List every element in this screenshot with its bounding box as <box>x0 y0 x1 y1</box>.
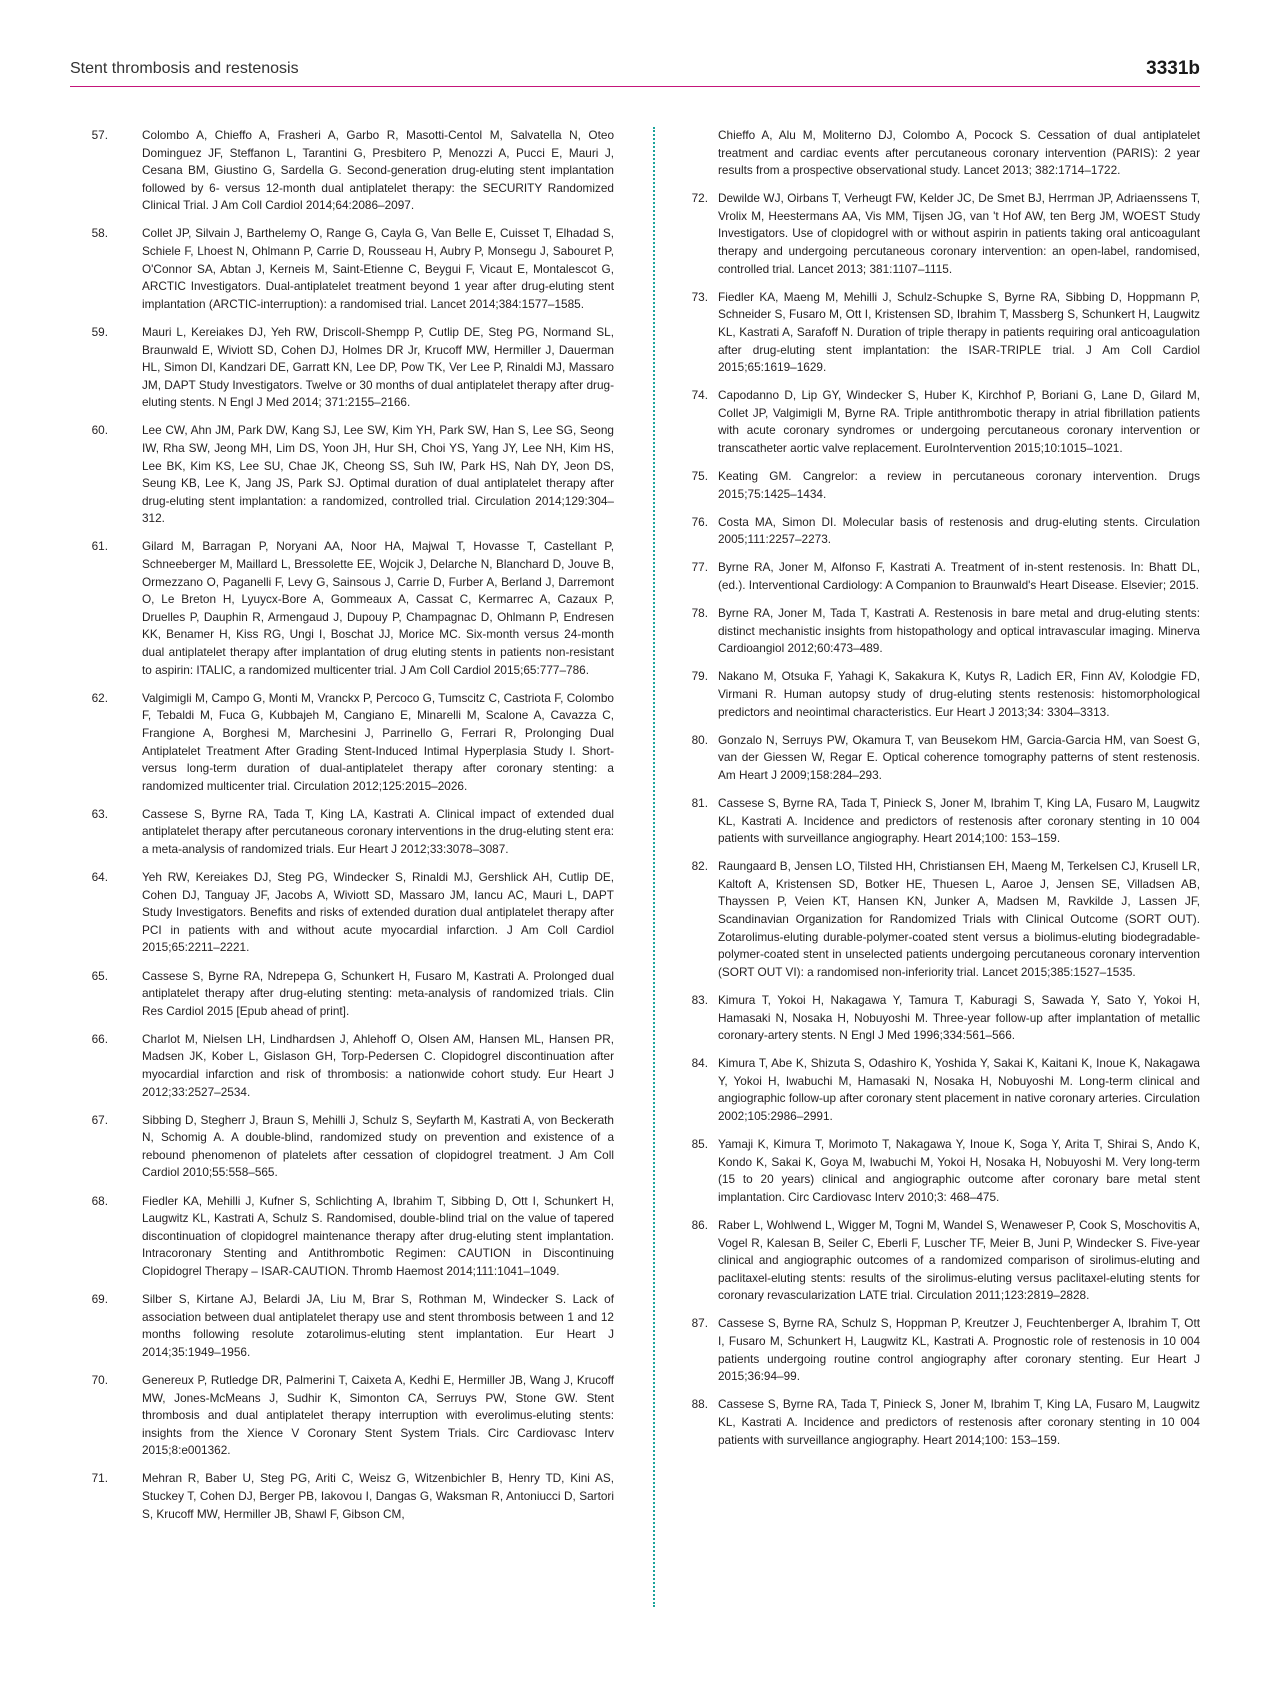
left-column-references <box>91 127 614 1534</box>
reference-item <box>91 806 614 859</box>
reference-number: 77. <box>691 560 708 575</box>
reference-item <box>91 1193 614 1281</box>
reference-item <box>680 732 1200 785</box>
reference-item <box>91 538 614 679</box>
reference-number: 64. <box>91 870 108 885</box>
reference-text: Fiedler KA, Mehilli J, Kufner S, Schlichting A, Ibrahim T, Sibbing D, Ott I, Schunkert H, Laugwitz KL, Kastrati A, Schulz S. Randomised, double-blind trial on the value of tapered discontinuation of clopidogrel maintenance therapy after drug-eluting stent implantation. Intracoronary Stenting and Antithrombotic Regimen: CAUTION in Discontinuing Clopidogrel Therapy – ISAR-CAUTION. Thromb Haemost 2014;111:1041–1049. <box>142 1193 614 1278</box>
reference-text: Yeh RW, Kereiakes DJ, Steg PG, Windecker S, Rinaldi MJ, Gershlick AH, Cutlip DE, Cohen DJ, Tanguay JF, Jacobs A, Wiviott SD, Massaro JM, Iancu AC, Mauri L, DAPT Study Investigators. Benefits and risks of extended duration dual antiplatelet therapy after PCI in patients with and without acute myocardial infarction. J Am Coll Cardiol 2015;65:2211–2221. <box>142 870 614 955</box>
reference-item <box>680 795 1200 848</box>
reference-text: Nakano M, Otsuka F, Yahagi K, Sakakura K, Kutys R, Ladich ER, Finn AV, Kolodgie FD, Virmani R. Human autopsy study of drug-eluting stents restenosis: histomorphological predictors and neointimal characteristics. Eur Heart J 2013;34: 3304–3313. <box>718 669 1200 719</box>
reference-item <box>91 1470 614 1523</box>
reference-item <box>680 127 1200 180</box>
reference-number: 70. <box>91 1372 108 1387</box>
reference-item <box>91 1112 614 1182</box>
reference-item <box>91 1031 614 1101</box>
column-divider <box>653 127 655 1607</box>
reference-number: 69. <box>91 1292 108 1307</box>
reference-number: 75. <box>691 469 708 484</box>
reference-text: Charlot M, Nielsen LH, Lindhardsen J, Ahlehoff O, Olsen AM, Hansen ML, Hansen PR, Madsen JK, Kober L, Gislason GH, Torp-Pedersen C. Clopidogrel discontinuation after myocardial infarction and risk of thrombosis: a nationwide cohort study. Eur Heart J 2012;33:2527–2534. <box>142 1031 614 1099</box>
reference-item <box>91 422 614 528</box>
reference-number: 63. <box>91 806 108 821</box>
reference-text: Silber S, Kirtane AJ, Belardi JA, Liu M, Brar S, Rothman M, Windecker S. Lack of association between dual antiplatelet therapy use and stent thrombosis between 1 and 12 months following resolute zotarolimus-eluting stent implantation. Eur Heart J 2014;35:1949–1956. <box>142 1292 614 1359</box>
reference-item <box>680 387 1200 457</box>
reference-number: 79. <box>691 669 708 684</box>
reference-text: Gonzalo N, Serruys PW, Okamura T, van Beusekom HM, Garcia-Garcia HM, van Soest G, van der Giessen W, Regar E. Optical coherence tomography patterns of stent restenosis. Am Heart J 2009;158:284–293. <box>718 732 1200 782</box>
reference-item <box>680 1055 1200 1125</box>
reference-text: Lee CW, Ahn JM, Park DW, Kang SJ, Lee SW, Kim YH, Park SW, Han S, Lee SG, Seong IW, Rha SW, Jeong MH, Lim DS, Yoon JH, Hur SH, Choi YS, Yang JY, Lee NH, Kim HS, Lee BK, Kim KS, Lee SU, Chae JK, Cheong SS, Suh IW, Park HS, Nah DY, Jeon DS, Seung KB, Lee K, Jang JS, Park SJ. Optimal duration of dual antiplatelet therapy after drug-eluting stent implantation: a randomized, controlled trial. Circulation 2014;129:304–312. <box>142 423 614 526</box>
reference-text: Yamaji K, Kimura T, Morimoto T, Nakagawa Y, Inoue K, Soga Y, Arita T, Shirai S, Ando K, Kondo K, Sakai K, Goya M, Iwabuchi M, Yokoi H, Nosaka H, Nobuyoshi M. Very long-term (15 to 20 years) clinical and angiographic outcome after coronary bare metal stent implantation. Circ Cardiovasc Interv 2010;3: 468–475. <box>718 1137 1200 1204</box>
reference-item <box>680 1396 1200 1449</box>
reference-text: Kimura T, Yokoi H, Nakagawa Y, Tamura T, Kaburagi S, Sawada Y, Sato Y, Yokoi H, Hamasaki N, Nosaka H, Nobuyoshi M. Three-year follow-up after implantation of metallic coronary-artery stents. N Engl J Med 1996;334:561–566. <box>718 992 1200 1043</box>
reference-text: Raungaard B, Jensen LO, Tilsted HH, Christiansen EH, Maeng M, Terkelsen CJ, Krusell LR, Kaltoft A, Kristensen SD, Botker HE, Thuesen L, Aaroe J, Jensen SE, Villadsen AB, Thayssen P, Veien KT, Hansen KN, Junker A, Madsen M, Ravkilde J, Lassen JF, Scandinavian Organization for Randomized Trials with Clinical Outcome (SORT OUT). Zotarolimus-eluting durable-polymer-coated stent versus a biolimus-eluting biodegradable-polymer-coated stent in unselected patients undergoing percutaneous coronary intervention (SORT OUT VI): a randomised non-inferiority trial. Lancet 2015;385:1527–1535. <box>718 859 1200 979</box>
reference-item <box>91 127 614 215</box>
reference-number: 66. <box>91 1031 108 1046</box>
reference-text: Costa MA, Simon DI. Molecular basis of restenosis and drug-eluting stents. Circulation 2005;111:2257–2273. <box>718 514 1200 547</box>
reference-item <box>91 225 614 313</box>
reference-text: Byrne RA, Joner M, Tada T, Kastrati A. Restenosis in bare metal and drug-eluting stents: distinct mechanistic insights from histopathology and optical intravascular imaging. Minerva Cardioangiol 2012;60:473–489. <box>718 606 1200 656</box>
reference-number: 57. <box>91 128 108 142</box>
reference-item <box>680 190 1200 278</box>
right-column-references <box>680 127 1200 1460</box>
reference-text: Cassese S, Byrne RA, Tada T, Pinieck S, Joner M, Ibrahim T, King LA, Fusaro M, Laugwitz KL, Kastrati A. Incidence and predictors of restenosis after coronary stenting in 10 004 patients with surveillance angiography. Heart 2014;100: 153–159. <box>718 796 1200 846</box>
reference-text: Raber L, Wohlwend L, Wigger M, Togni M, Wandel S, Wenaweser P, Cook S, Moschovitis A, Vogel R, Kalesan B, Seiler C, Eberli F, Luscher TF, Meier B, Juni P, Windecker S. Five-year clinical and angiographic outcomes of a randomized comparison of sirolimus-eluting and paclitaxel-eluting stents: results of the sirolimus-eluting versus paclitaxel-eluting stents for coronary revascularization LATE trial. Circulation 2011;123:2819–2828. <box>718 1217 1200 1303</box>
reference-number: 86. <box>691 1217 708 1232</box>
reference-number: 58. <box>91 226 108 241</box>
reference-item <box>91 1291 614 1361</box>
reference-text: Kimura T, Abe K, Shizuta S, Odashiro K, Yoshida Y, Sakai K, Kaitani K, Inoue K, Nakagawa Y, Yokoi H, Iwabuchi M, Hamasaki N, Nosaka H, Nobuyoshi M. Long-term clinical and angiographic follow-up after coronary stent placement in native coronary arteries. Circulation 2002;105:2986–2991. <box>718 1056 1200 1123</box>
reference-item <box>680 514 1200 549</box>
reference-text: Byrne RA, Joner M, Alfonso F, Kastrati A. Treatment of in-stent restenosis. In: Bhatt DL, (ed.). Interventional Cardiology: A Companion to Braunwald's Heart Disease. Elsevier; 2015. <box>718 560 1200 593</box>
reference-text: Cassese S, Byrne RA, Ndrepepa G, Schunkert H, Fusaro M, Kastrati A. Prolonged dual antiplatelet therapy after drug-eluting stenting: meta-analysis of randomized trials. Clin Res Cardiol 2015 [Epub ahead of print]. <box>142 968 614 1018</box>
running-head: Stent thrombosis and restenosis <box>70 60 299 77</box>
reference-number: 61. <box>91 539 108 554</box>
reference-number: 72. <box>691 191 708 206</box>
reference-text: Keating GM. Cangrelor: a review in percutaneous coronary intervention. Drugs 2015;75:1425–1434. <box>718 469 1200 501</box>
reference-number: 65. <box>91 968 108 983</box>
reference-text: Cassese S, Byrne RA, Tada T, Pinieck S, Joner M, Ibrahim T, King LA, Fusaro M, Laugwitz KL, Kastrati A. Incidence and predictors of restenosis after coronary stenting in 10 004 patients with surveillance angiography. Heart 2014;100: 153–159. <box>718 1397 1200 1447</box>
reference-text: Dewilde WJ, Oirbans T, Verheugt FW, Kelder JC, De Smet BJ, Herrman JP, Adriaenssens T, Vrolix M, Heestermans AA, Vis MM, Tijsen JG, van 't Hof AW, ten Berg JM, WOEST Study Investigators. Use of clopidogrel with or without aspirin in patients taking oral anticoagulant therapy and undergoing percutaneous coronary intervention: an open-label, randomised, controlled trial. Lancet 2013; 381:1107–1115. <box>718 191 1200 276</box>
page-number: 3331b <box>1146 58 1200 79</box>
reference-number: 59. <box>91 324 108 339</box>
reference-item <box>680 559 1200 594</box>
reference-number: 67. <box>91 1112 108 1127</box>
reference-number: 62. <box>91 690 108 705</box>
reference-text: Genereux P, Rutledge DR, Palmerini T, Caixeta A, Kedhi E, Hermiller JB, Wang J, Krucoff MW, Jones-McMeans J, Sudhir K, Simonton CA, Serruys PW, Stone GW. Stent thrombosis and dual antiplatelet therapy interruption with everolimus-eluting stents: insights from the Xience V Coronary Stent System Trials. Circ Cardiovasc Interv 2015;8:e001362. <box>142 1372 614 1458</box>
reference-item <box>680 992 1200 1045</box>
reference-number: 80. <box>691 732 708 747</box>
reference-number: 68. <box>91 1193 108 1208</box>
reference-item <box>680 1136 1200 1206</box>
reference-number: 74. <box>691 388 708 403</box>
reference-item <box>91 968 614 1021</box>
reference-text: Cassese S, Byrne RA, Schulz S, Hoppman P, Kreutzer J, Feuchtenberger A, Ibrahim T, Ott I, Fusaro M, Schunkert H, Laugwitz KL, Kastrati A. Prognostic role of restenosis in 10 004 patients undergoing routine control angiography after coronary stenting. Eur Heart J 2015;36:94–99. <box>718 1316 1200 1384</box>
reference-item <box>91 869 614 957</box>
reference-item <box>91 1372 614 1460</box>
reference-item <box>680 668 1200 721</box>
reference-text: Valgimigli M, Campo G, Monti M, Vranckx P, Percoco G, Tumscitz C, Castriota F, Colombo F, Tebaldi M, Fuca G, Kubbajeh M, Cangiano E, Minarelli M, Scalone A, Cavazza C, Frangione A, Borghesi M, Marchesini J, Parrinello G, Ferrari R, Prolonging Dual Antiplatelet Treatment After Grading Stent-Induced Intimal Hyperplasia Study I. Short- versus long-term duration of dual-antiplatelet therapy after coronary stenting: a randomized multicenter trial. Circulation 2012;125:2015–2026. <box>142 690 614 793</box>
reference-number: 78. <box>691 606 708 621</box>
reference-item <box>680 1315 1200 1385</box>
reference-text: Mauri L, Kereiakes DJ, Yeh RW, Driscoll-Shempp P, Cutlip DE, Steg PG, Normand SL, Braunwald E, Wiviott SD, Cohen DJ, Holmes DR Jr, Krucoff MW, Hermiller J, Dauerman HL, Simon DI, Kandzari DE, Garratt KN, Lee DP, Pow TK, Ver Lee P, Rinaldi MJ, Massaro JM, DAPT Study Investigators. Twelve or 30 months of dual antiplatelet therapy after drug-eluting stents. N Engl J Med 2014; 371:2155–2166. <box>142 324 614 410</box>
reference-number: 88. <box>691 1397 708 1412</box>
reference-text: Fiedler KA, Maeng M, Mehilli J, Schulz-Schupke S, Byrne RA, Sibbing D, Hoppmann P, Schneider S, Fusaro M, Ott I, Kristensen SD, Ibrahim T, Massberg S, Schunkert H, Laugwitz KL, Kastrati A, Sarafoff N. Duration of triple therapy in patients requiring oral anticoagulation after drug-eluting stent implantation: the ISAR-TRIPLE trial. J Am Coll Cardiol 2015;65:1619–1629. <box>718 289 1200 375</box>
reference-item <box>680 468 1200 503</box>
reference-number: 60. <box>91 423 108 438</box>
reference-number: 87. <box>691 1316 708 1331</box>
reference-number: 83. <box>691 992 708 1007</box>
page-header <box>70 54 1200 84</box>
reference-text: Sibbing D, Stegherr J, Braun S, Mehilli J, Schulz S, Seyfarth M, Kastrati A, von Beckerath N, Schomig A. A double-blind, randomized study on prevention and existence of a rebound phenomenon of platelets after cessation of clopidogrel treatment. J Am Coll Cardiol 2010;55:558–565. <box>142 1112 614 1180</box>
reference-item <box>680 858 1200 981</box>
reference-item <box>680 1217 1200 1305</box>
reference-item <box>680 605 1200 658</box>
reference-text: Cassese S, Byrne RA, Tada T, King LA, Kastrati A. Clinical impact of extended dual antiplatelet therapy after percutaneous coronary interventions in the drug-eluting stent era: a meta-analysis of randomized trials. Eur Heart J 2012;33:3078–3087. <box>142 806 614 856</box>
header-rule <box>70 86 1200 87</box>
reference-number: 84. <box>691 1056 708 1071</box>
reference-number: 82. <box>691 859 708 874</box>
reference-text: Mehran R, Baber U, Steg PG, Ariti C, Weisz G, Witzenbichler B, Henry TD, Kini AS, Stuckey T, Cohen DJ, Berger PB, Iakovou I, Dangas G, Waksman R, Antoniucci D, Sartori S, Krucoff MW, Hermiller JB, Shawl F, Gibson CM, <box>142 1471 614 1521</box>
reference-number: 73. <box>691 289 708 304</box>
reference-number: 71. <box>91 1471 108 1486</box>
reference-text: Colombo A, Chieffo A, Frasheri A, Garbo R, Masotti-Centol M, Salvatella N, Oteo Dominguez JF, Steffanon L, Tarantini G, Presbitero P, Menozzi A, Pucci E, Mauri J, Cesana BM, Giustino G, Sardella G. Second-generation drug-eluting stent implantation followed by 6- versus 12-month dual antiplatelet therapy: the SECURITY Randomized Clinical Trial. J Am Coll Cardiol 2014;64:2086–2097. <box>142 128 614 213</box>
reference-number: 85. <box>691 1137 708 1152</box>
reference-item <box>680 289 1200 377</box>
reference-text: Collet JP, Silvain J, Barthelemy O, Range G, Cayla G, Van Belle E, Cuisset T, Elhadad S, Schiele F, Lhoest N, Ohlmann P, Carrie D, Rousseau H, Aubry P, Monsegu J, Sabouret P, O'Connor SA, Abtan J, Kerneis M, Saint-Etienne C, Beygui F, Vicaut E, Montalescot G, ARCTIC Investigators. Dual-antiplatelet treatment beyond 1 year after drug-eluting stent implantation (ARCTIC-interruption): a randomised trial. Lancet 2014;384:1577–1585. <box>142 226 614 311</box>
reference-text: Chieffo A, Alu M, Moliterno DJ, Colombo A, Pocock S. Cessation of dual antiplatelet treatment and cardiac events after percutaneous coronary intervention (PARIS): 2 year results from a prospective observational study. Lancet 2013; 382:1714–1722. <box>718 128 1200 178</box>
reference-text: Gilard M, Barragan P, Noryani AA, Noor HA, Majwal T, Hovasse T, Castellant P, Schneeberger M, Maillard L, Bressolette EE, Wojcik J, Delarche N, Blanchard D, Jouve B, Ormezzano O, Paganelli F, Levy G, Sainsous J, Carrie D, Furber A, Berland J, Darremont O, Le Breton H, Lyuycx-Bore A, Gommeaux A, Cassat C, Kermarrec A, Cazaux P, Druelles P, Dauphin R, Armengaud J, Dupouy P, Champagnac D, Ohlmann P, Endresen KK, Benamer H, Kiss RG, Ungi I, Boschat JJ, Morice MC. Six-month versus 24-month dual antiplatelet therapy after implantation of drug eluting stents in patients non-resistant to aspirin: ITALIC, a randomized multicenter trial. J Am Coll Cardiol 2015;65:777–786. <box>142 539 614 677</box>
reference-item <box>91 324 614 412</box>
reference-item <box>91 690 614 796</box>
reference-number: 76. <box>691 514 708 529</box>
reference-number: 81. <box>691 796 708 810</box>
reference-text: Capodanno D, Lip GY, Windecker S, Huber K, Kirchhof P, Boriani G, Lane D, Gilard M, Collet JP, Valgimigli M, Byrne RA. Triple antithrombotic therapy in atrial fibrillation patients with acute coronary syndromes or undergoing percutaneous coronary intervention or transcatheter aortic valve replacement. EuroIntervention 2015;10:1015–1021. <box>718 388 1200 455</box>
